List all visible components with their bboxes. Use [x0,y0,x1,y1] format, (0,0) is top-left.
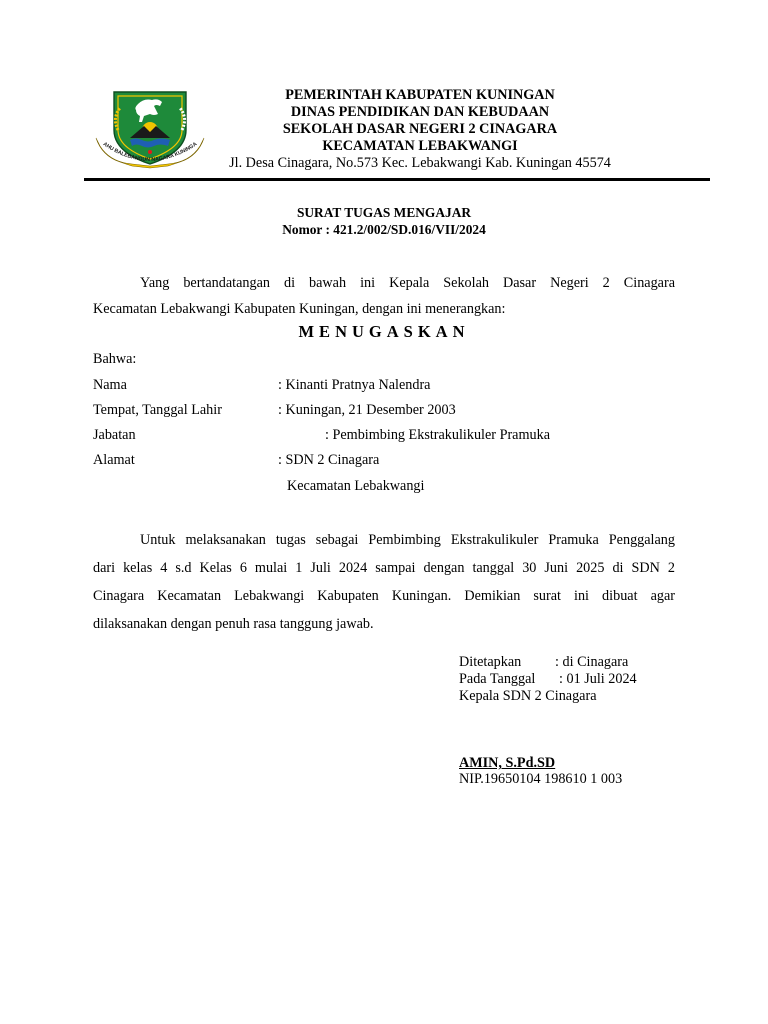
signatory-name: AMIN, S.Pd.SD [459,755,556,771]
signature-place-label: Ditetapkan [459,654,522,670]
letterhead-divider [84,178,710,181]
kuningan-regency-logo [92,86,208,178]
signature-date-value: : 01 Juli 2024 [559,671,637,687]
detail-label-birth: Tempat, Tanggal Lahir [93,402,222,418]
letterhead-district: KECAMATAN LEBAKWANGI [322,138,518,154]
letterhead-department: DINAS PENDIDIKAN DAN KEBUDAAN [290,104,550,120]
signature-date-label: Pada Tanggal [459,671,536,687]
details-intro: Bahwa: [93,351,137,367]
document-number: Nomor : 421.2/002/SD.016/VII/2024 [282,222,486,237]
opening-paragraph [93,270,675,322]
signature-place [459,654,628,671]
signature-place-value: : di Cinagara [555,654,629,670]
signatory-nip: NIP.19650104 198610 1 003 [459,771,623,787]
letterhead-address: Jl. Desa Cinagara, No.573 Kec. Lebakwangi Kab. Kuningan 45574 [229,155,611,171]
detail-value-birth: : Kuningan, 21 Desember 2003 [278,402,456,418]
detail-value-name: : Kinanti Pratnya Nalendra [278,377,431,393]
signature-position: Kepala SDN 2 Cinagara [459,688,597,704]
letterhead-government: PEMERINTAH KABUPATEN KUNINGAN [285,87,555,103]
closing-line-3: Cinagara Kecamatan Lebakwangi Kabupaten Kuningan. Demikian surat ini dibuat agar [93,588,675,604]
closing-paragraph [93,526,675,638]
detail-value-address-cont: Kecamatan Lebakwangi [287,478,425,494]
letterhead-school: SEKOLAH DASAR NEGERI 2 CINAGARA [282,121,558,137]
closing-line-2: dari kelas 4 s.d Kelas 6 mulai 1 Juli 2024 sampai dengan tanggal 30 Juni 2025 di SDN 2 [93,560,675,576]
detail-label-address: Alamat [93,452,135,468]
logo-ribbon-text: AHU BALEBANGUN NAGARA KUNINGA [101,141,199,164]
closing-line-4: dilaksanakan dengan penuh rasa tanggung jawab. [93,616,374,632]
document-title: SURAT TUGAS MENGAJAR [296,205,472,220]
signature-date [459,671,637,688]
closing-line-1: Untuk melaksanakan tugas sebagai Pembimbing Ekstrakulikuler Pramuka Penggalang [140,532,675,548]
assignment-heading: MENUGASKAN [298,322,470,341]
opening-line-1: Yang bertandatangan di bawah ini Kepala Sekolah Dasar Negeri 2 Cinagara [140,275,675,291]
detail-value-position: : Pembimbing Ekstrakulikuler Pramuka [325,427,550,443]
opening-line-2: Kecamatan Lebakwangi Kabupaten Kuningan, dengan ini menerangkan: [93,301,506,317]
letterhead [212,87,628,172]
detail-label-name: Nama [93,377,127,393]
detail-value-address: : SDN 2 Cinagara [278,452,380,468]
detail-label-position: Jabatan [93,427,136,443]
